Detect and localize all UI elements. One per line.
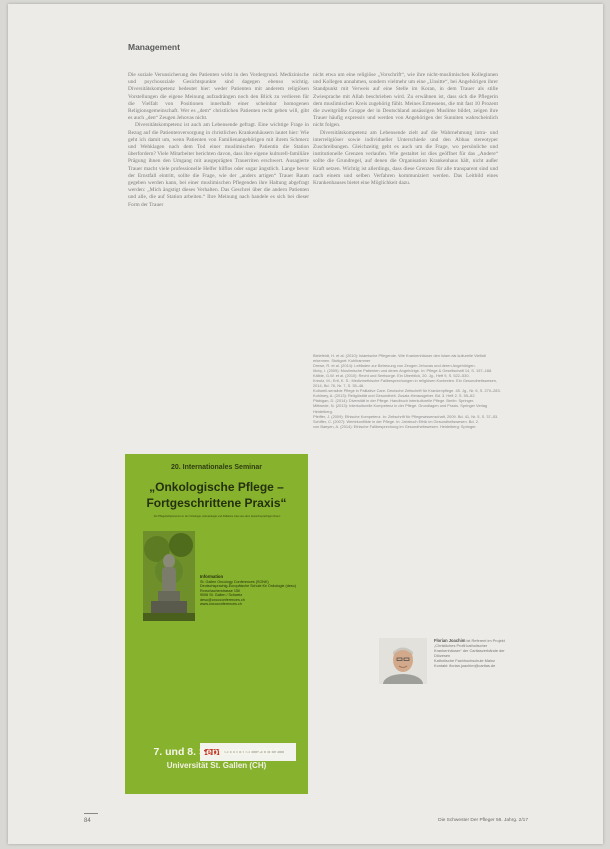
paragraph: Die soziale Verunsicherung des Patienten wirkt in den Vordergrund. Medizinische und psychosoziale Gesichtspunkte sind dagegen ebenso wichtig. Diversitätskompetenz bedeutet hier: weder Patienten mit anderem religiösen Vorstellungen die eigene Meinung aufzudrängen noch den Blick zu verlieren für die Vielfalt von Positionen innerhalb einer scheinbar homogenen Religionsgemeinschaft. Wer es „dem“ christlichen Patienten recht geben will, gibt es auch „den“ Zeugen Jehovas nicht.: [128, 72, 309, 122]
ad-header: 20. Internationales Seminar: [170, 464, 263, 471]
reference-item: Kreutz, M.; Ertl, K. S.: Medizinethische Fallbesprechungen in religiösen Kontexten. Ein Gesundheitswesen, 2014, Bd. 76, Nr. 7, S. 35–46.: [313, 378, 498, 389]
reference-item: Schiffer, C. (2007): Wertekonflikte in der Pflege. In: Jahrbuch Ethik im Gesundheitswesen. Bd. 2.: [313, 418, 479, 424]
reference-list: [313, 353, 501, 429]
reference-item: Pfeiffer, J. (2009): Ethische Kompetenz. In: Zeitschrift für Pflegewissenschaft, 2009. Bd. 41, Nr. 5, S. 37–53.: [313, 413, 499, 419]
info-line: 9006 St. Gallen / Schweiz: [200, 593, 243, 597]
info-website: www.oncoconferences.ch: [200, 602, 242, 606]
ad-title-line1: „Onkologische Pflege –: [149, 480, 284, 494]
reference-item: von Baeyen, A. (2014): Ethische Fallbesprechung im Gesundheitswesen. Heidelberg: Springer.: [313, 423, 477, 429]
paragraph: Diversitätskompetenz am Lebensende zielt auf die Wahrnehmung intra- und interreligiöser sowie individueller Unterschiede und den Abbau stereotyper Zuschreibungen. Gleichzeitig geht es auch um die Frage, wo persönliche und institutionelle Grenzen verlaufen. Wie gestaltet ist dies geöffnet für das „Andere“ sollte die Grundregel, auf denen die Organisation Krankenhaus hält, nicht außer Kraft setzen. Wichtig ist allerdings, dass diese Grenzen für alle transparent sind und nach einem und selben Verfahren kommuniziert werden. Das Leitbild eines Krankenhauses bietet eine Möglichkeit dazu.: [313, 129, 498, 187]
publication-info: Die Schwester Der Pfleger 56. Jahrg. 2/17: [438, 818, 528, 823]
magazine-page: [8, 4, 603, 844]
section-title: Management: [128, 42, 180, 52]
author-contact: Kontakt: florian.joachim@caritas.de: [434, 663, 496, 668]
footer-rule: [84, 813, 98, 814]
info-title: Information: [200, 574, 224, 579]
reference-item: Ilkılıç, I. (2009): Muslimische Patienten und deren Angehörige. In: Pflege & Gesellschaft 14, S. 157–168.: [313, 368, 493, 374]
author-bio-line: Katholische Fachhochschule Mainz: [434, 658, 495, 663]
reference-item: Bielefeldt, H. et al. (2010): Islamische Pflegende. Wie Krankenhäuser den Islam als kulturelle Vielfalt erkennen. Stuttgart: Kohlhammer: [313, 353, 486, 364]
author-portrait: [379, 638, 427, 684]
info-line: Deutschsprachig-Europäische Schule für Onkologie (deso): [200, 584, 296, 588]
author-name: Florian Joachim: [434, 638, 466, 643]
ad-title-line2: Fortgeschrittene Praxis“: [146, 496, 287, 510]
seminar-advertisement: [125, 454, 308, 794]
author-bio-line: ist Referent im Projekt: [466, 638, 505, 643]
info-email: deso@oncoconferences.ch: [200, 597, 245, 602]
ad-date: 7. und 8. September 2017: [153, 746, 280, 758]
info-line: Rorschacherstrasse 150: [200, 588, 240, 593]
author-bio: [434, 638, 508, 668]
reference-item: Mittwede, N. (2013): Interkulturelle Kompetenz in der Pflege. Grundlagen und Praxis. Springer Verlag Heidelberg.: [313, 403, 488, 414]
body-column-right: [313, 72, 498, 187]
body-column-left: [128, 72, 309, 209]
ad-subtitle: Für Pflegefachpersonen in der Onkologie, Hämatologie und Palliative Care aus dem deutschsprachigen Raum: [153, 515, 281, 518]
reference-item: Kälble, G.W. et al. (2010): Recht und Seelsorge. Ein Überblick, 20. Jg., Heft 9, S. 522–530.: [313, 373, 470, 379]
paragraph: Diversitätskompetenz ist auch am Lebensende gefragt. Eine wichtige Frage in Bezug auf die Patientenversorgung in christlichen Krankenhäusern lautet hier: Wie geht ich damit um, wenn Patienten von Familienangehörigen mit ihrem Schmerz und Wehklagen nach dem Tod einer muslimischen Patientin die Station überfordern? Viele Mitarbeiter berichten davon, dass ihre eigene kulturell-familiäre Prägung ihnen den Umgang mit ausgeprägten Trauerriten erschwert. Ausagierte Trauer macht viele professionelle Helfer hilflos oder sogar ängstlich. Lange bevor der Ernstfall eintritt, sollte die Frage, wie der „anders artigen“ Trauer Raum gegeben werden kann, bei einer muslimischen Pflegenden ihre Haltung abgefragt werden: „Mich ängstigt dieses Verhalten. Das Geschrei über die andern Patienten und alle, die auf Station arbeiten.“ Ihre Meinung nach handele es sich bei dieser Form der Trauer: [128, 122, 309, 208]
ad-venue: Universität St. Gallen (CH): [166, 761, 267, 770]
page-number: 84: [84, 818, 91, 824]
statue-photo: [143, 531, 195, 621]
paragraph: nicht etwa um eine religiöse „Vorschrift“, wie ihre nicht-muslimischen Kolleginnen und Kollegen annahmen, sondern vielmehr um eine „Unsitte“, bei Angehörigen ihrer Standpunkt mit Verweis auf eine Stelle im Koran, in dem Trauer als stille Zwiesprache mit Allah beschrieben wird. Zu erwähnen ist, dass sich die Pflegerin dem muslimischen Kreis zugehörig fühlt. Meines Ermessens, die mit fast 10 Prozent die zweitgrößte Gruppe der in Deutschland ansässigen Muslime bildet, zeigen ihre Trauer häufig expressiv und werden von Angehörigen der Sunniten wahrscheinlich nicht folgen.: [313, 72, 498, 129]
reference-item: Kuhlmey, A. (2013): Religiösität und Gesundheit. Zusatz-Herausgeber. Bd. 3. Heft 2, S. 55–62.: [313, 393, 476, 399]
reference-item: Kulturell-sensible Pflege in Palliative Care. Deutsche Zeitschrift für Krankenpflege. 45. Jg., Nr. 6, S. 270–283.: [313, 388, 501, 394]
reference-item: Pfabigan, D. (2014): Diversität in der Pflege. Handbuch interkulturelle Pflege. Berlin: Springer.: [313, 398, 475, 404]
reference-item: Drewe, R. et al. (2014): Leitfaden zur Betreuung von Zeugen Jehovas und deren Angehörigen.: [313, 363, 476, 369]
info-line: St. Gallen Oncology Conferences (SONK): [200, 579, 269, 584]
author-bio-line: „Christliches Profil katholischer Krankenhäuser“ der Caritasverbände der Diözesen: [434, 643, 505, 658]
ad-contact-info: [200, 575, 304, 607]
